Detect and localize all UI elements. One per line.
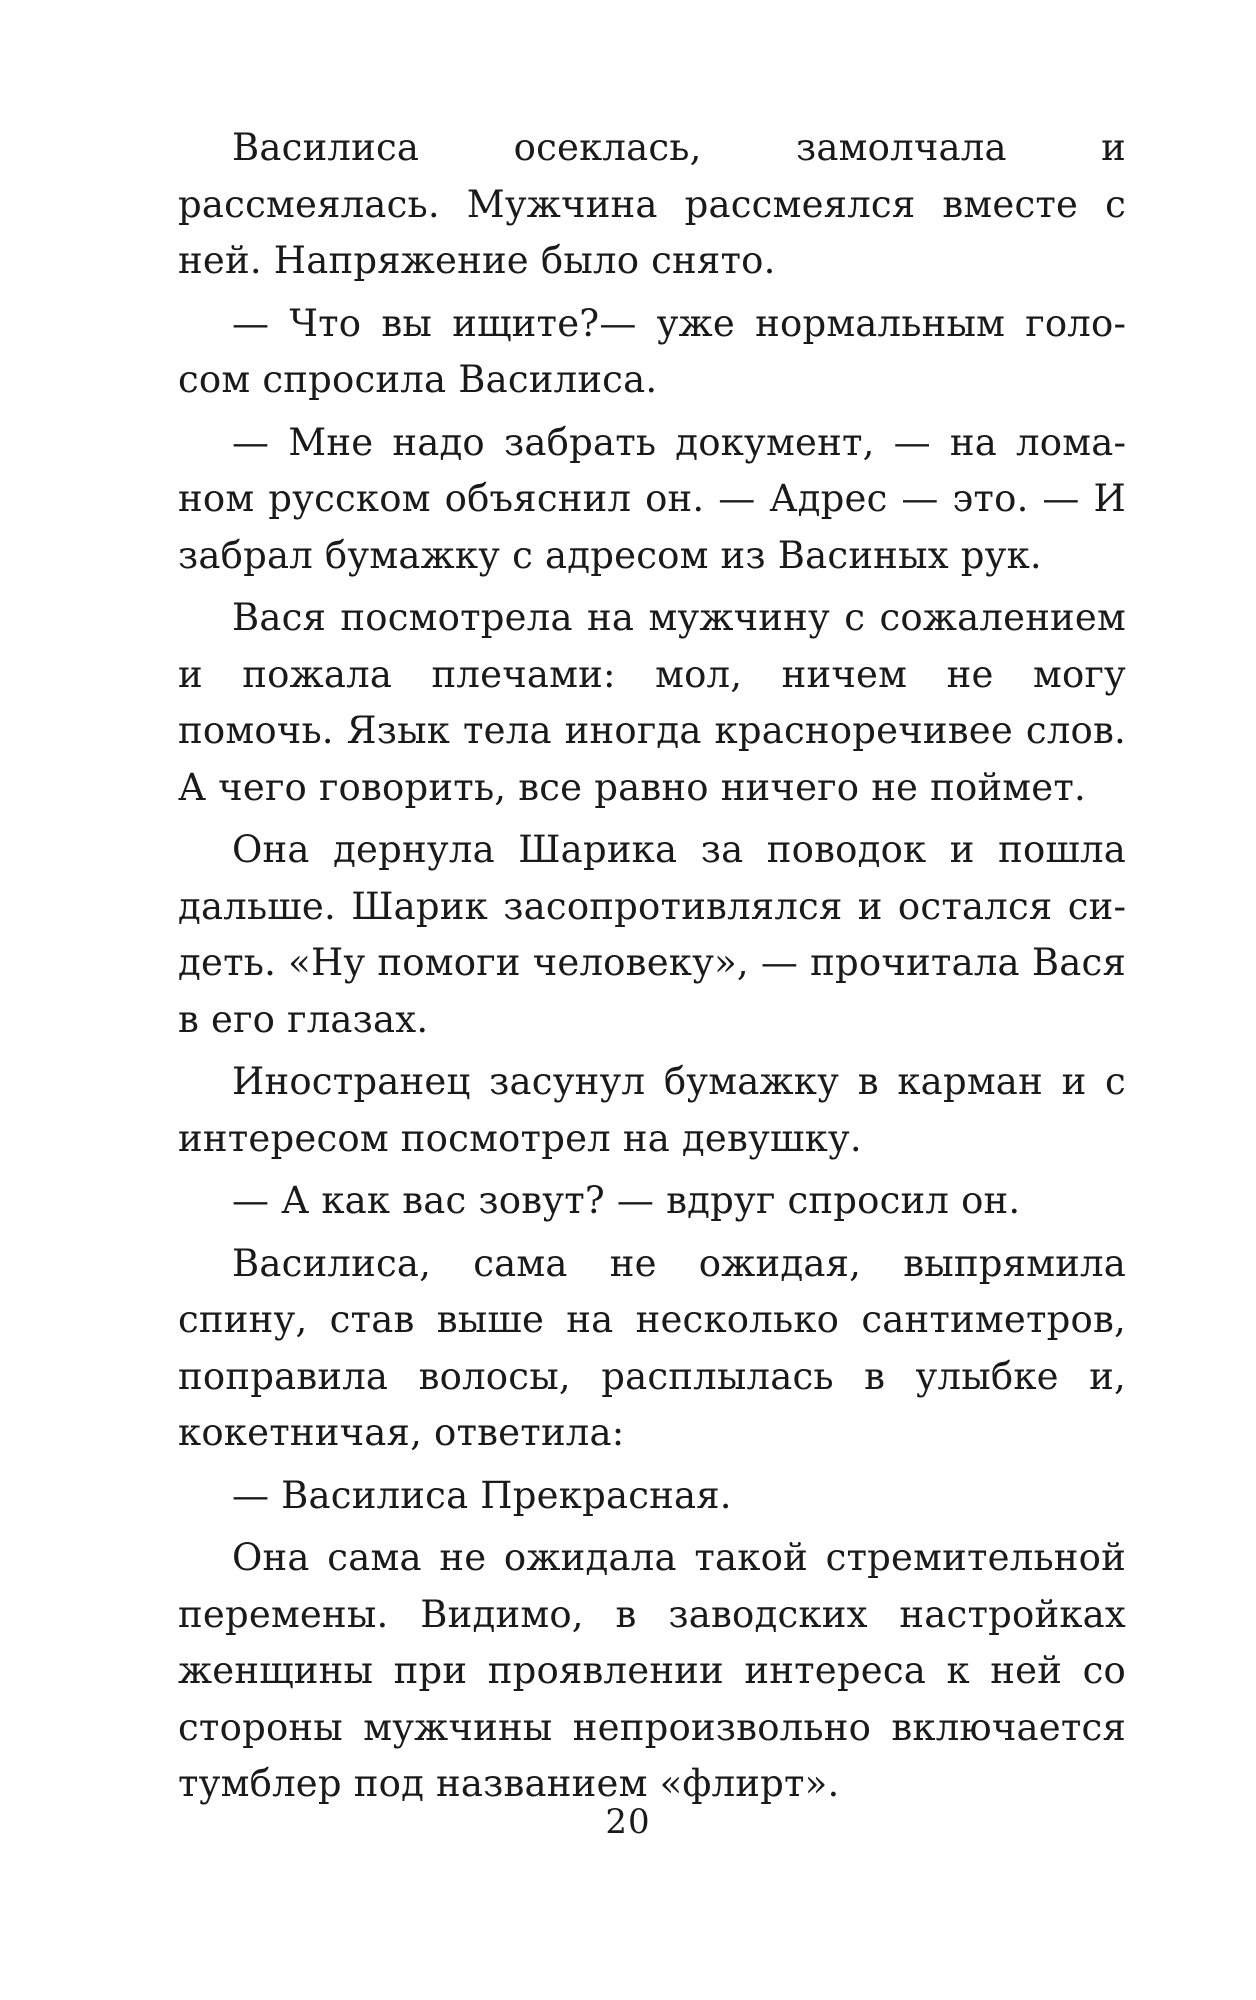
paragraph-5: Она дернула Шарика за поводок и пошла дальше. Шарик засопротивлялся и остался сидеть. «Ну помоги человеку», — прочитала Вася в его глазах. <box>178 828 1126 1041</box>
paragraph-7: — А как вас зовут? — вдруг спросил он. <box>232 1179 1021 1222</box>
paragraph-4: Вася посмотрела на мужчину с сожалением и пожала плечами: мол, ничем не могу помочь. Язык тела иногда красноречивее слов. А чего говорить, все равно ничего не поймет. <box>178 596 1126 809</box>
page-number: 20 <box>605 1802 651 1842</box>
paragraph-10: Она сама не ожидала такой стремительной перемены. Видимо, в заводских настройках женщины при проявлении интереса к ней со стороны мужчины непроизвольно включается тумблер под названием «флирт». <box>178 1536 1126 1805</box>
paragraph-6: Иностранец засунул бумажку в карман и с интересом посмотрел на девушку. <box>178 1060 1126 1160</box>
paragraph-2: — Что вы ищите?— уже нормальным голосом спросила Василиса. <box>178 301 1126 401</box>
paragraph-1: Василиса осеклась, замолчала и рассмеялась. Мужчина рассмеялся вместе с ней. Напряжение было снято. <box>178 126 1126 282</box>
paragraph-3: — Мне надо забрать документ, — на ломаном русском объяснил он. — Адрес — это. — И забрал бумажку с адресом из Васиных рук. <box>178 420 1126 577</box>
paragraph-8: Василиса, сама не ожидая, выпрямила спину, став выше на несколько сантиметров, поправила волосы, расплылась в улыбке и, кокетничая, ответила: <box>178 1241 1126 1454</box>
page-text-block <box>178 120 1126 1819</box>
paragraph-9: — Василиса Прекрасная. <box>232 1473 732 1517</box>
